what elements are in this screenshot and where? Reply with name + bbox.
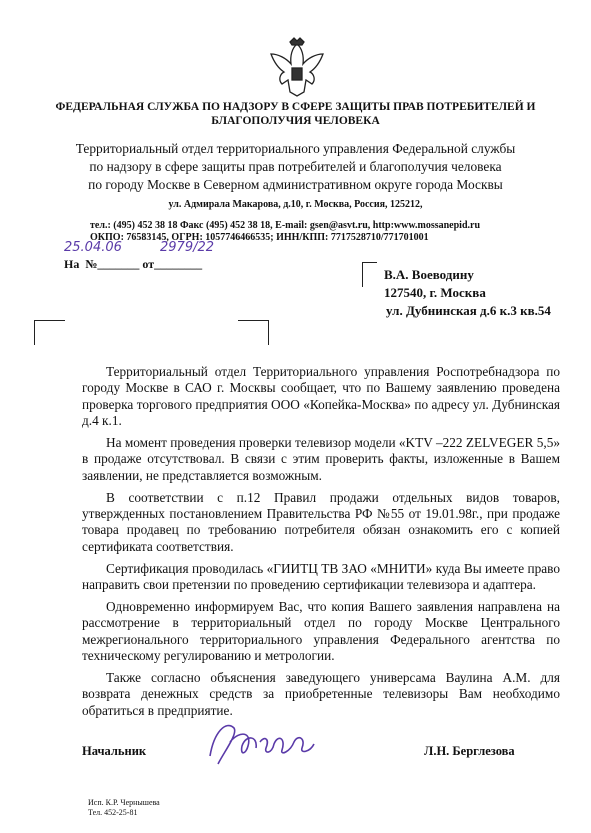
signatory-title: Начальник xyxy=(82,744,147,758)
agency-title: ФЕДЕРАЛЬНАЯ СЛУЖБА ПО НАДЗОРУ В СФЕРЕ ЗАЩИТЫ ПРАВ ПОТРЕБИТЕЛЕЙ И БЛАГОПОЛУЧИЯ ЧЕЛОВЕКА xyxy=(55,101,536,127)
coat-of-arms-emblem xyxy=(268,36,326,100)
letter-body xyxy=(82,364,560,724)
paragraph-6: Также согласно объяснения заведующего универсама Ваулина А.М. для возврата денежных средств за приобретенные телевизоры Вам необходимо обратиться в предприятие. xyxy=(82,669,560,718)
handwritten-date: 25.04.06 xyxy=(64,240,122,255)
paragraph-2: На момент проведения проверки телевизор модели «KTV –222 ZELVEGER 5,5» в продаже отсутствовал. В связи с этим проверить факты, изложенные в Вашем заявлении, не представляется возможным. xyxy=(82,435,560,483)
address-corner-mark-left xyxy=(362,262,377,287)
handwritten-number: 2979/22 xyxy=(160,240,215,255)
paragraph-4: Сертификация проводилась «ГИИТЦ ТВ ЗАО «МНИТИ» куда Вы имеете право направить свои претензии по проведению сертификации телевизора и адаптера. xyxy=(82,560,560,593)
dept-line-1: Территориальный отдел территориального управления Федеральной службы xyxy=(75,141,516,156)
office-address: ул. Адмирала Макарова, д.10, г. Москва, Россия, 125212, xyxy=(168,199,423,210)
paragraph-3: В соответствии с п.12 Правил продажи отдельных видов товаров, утвержденных постановлением Правительства РФ №55 от 19.01.98г., при продаже товара продавец по требованию потребителя обязан ознакомить его с копией сертификата соответствия. xyxy=(82,489,560,554)
subject-corner-mark-right xyxy=(238,320,269,345)
dept-line-2: по надзору в сфере защиты прав потребителей и благополучия человека xyxy=(89,159,502,174)
contacts-line-1: тел.: (495) 452 38 18 Факс (495) 452 38 18, E-mail: gsen@asvt.ru, http:www.mossanepid.ru xyxy=(90,220,481,231)
reply-reference: На №_______ от________ xyxy=(64,257,203,271)
subject-corner-mark-left xyxy=(34,320,65,345)
executor-name: Исп. К.Р. Чернышева xyxy=(88,798,160,807)
handwritten-signature xyxy=(200,712,330,772)
recipient-name: В.А. Воеводину xyxy=(384,267,474,282)
signatory-name: Л.Н. Берглезова xyxy=(424,744,515,758)
paragraph-1: Территориальный отдел Территориального управления Роспотребнадзора по городу Москве в САО г. Москвы сообщает, что по Вашему заявлению проведена проверка торгового предприятия ООО «Копейка-Москва» по адресу ул. Дубнинская д.4 к.1. xyxy=(82,364,560,429)
recipient-street: ул. Дубнинская д.6 к.3 кв.54 xyxy=(386,303,551,318)
paragraph-5: Одновременно информируем Вас, что копия Вашего заявления направлена на рассмотрение в территориальный отдел по городу Москве Центрального межрегионального территориального управления Федерального агентства по техническому регулированию и метрологии. xyxy=(82,598,560,664)
recipient-postal: 127540, г. Москва xyxy=(384,285,486,300)
executor-phone: Тел. 452-25-81 xyxy=(88,808,138,817)
dept-line-3: по городу Москве в Северном административном округе города Москвы xyxy=(88,177,503,192)
contacts-line-2: ОКПО: 76583145, ОГРН: 1057746466535; ИНН/КПП: 7717528710/771701001 xyxy=(90,232,429,243)
